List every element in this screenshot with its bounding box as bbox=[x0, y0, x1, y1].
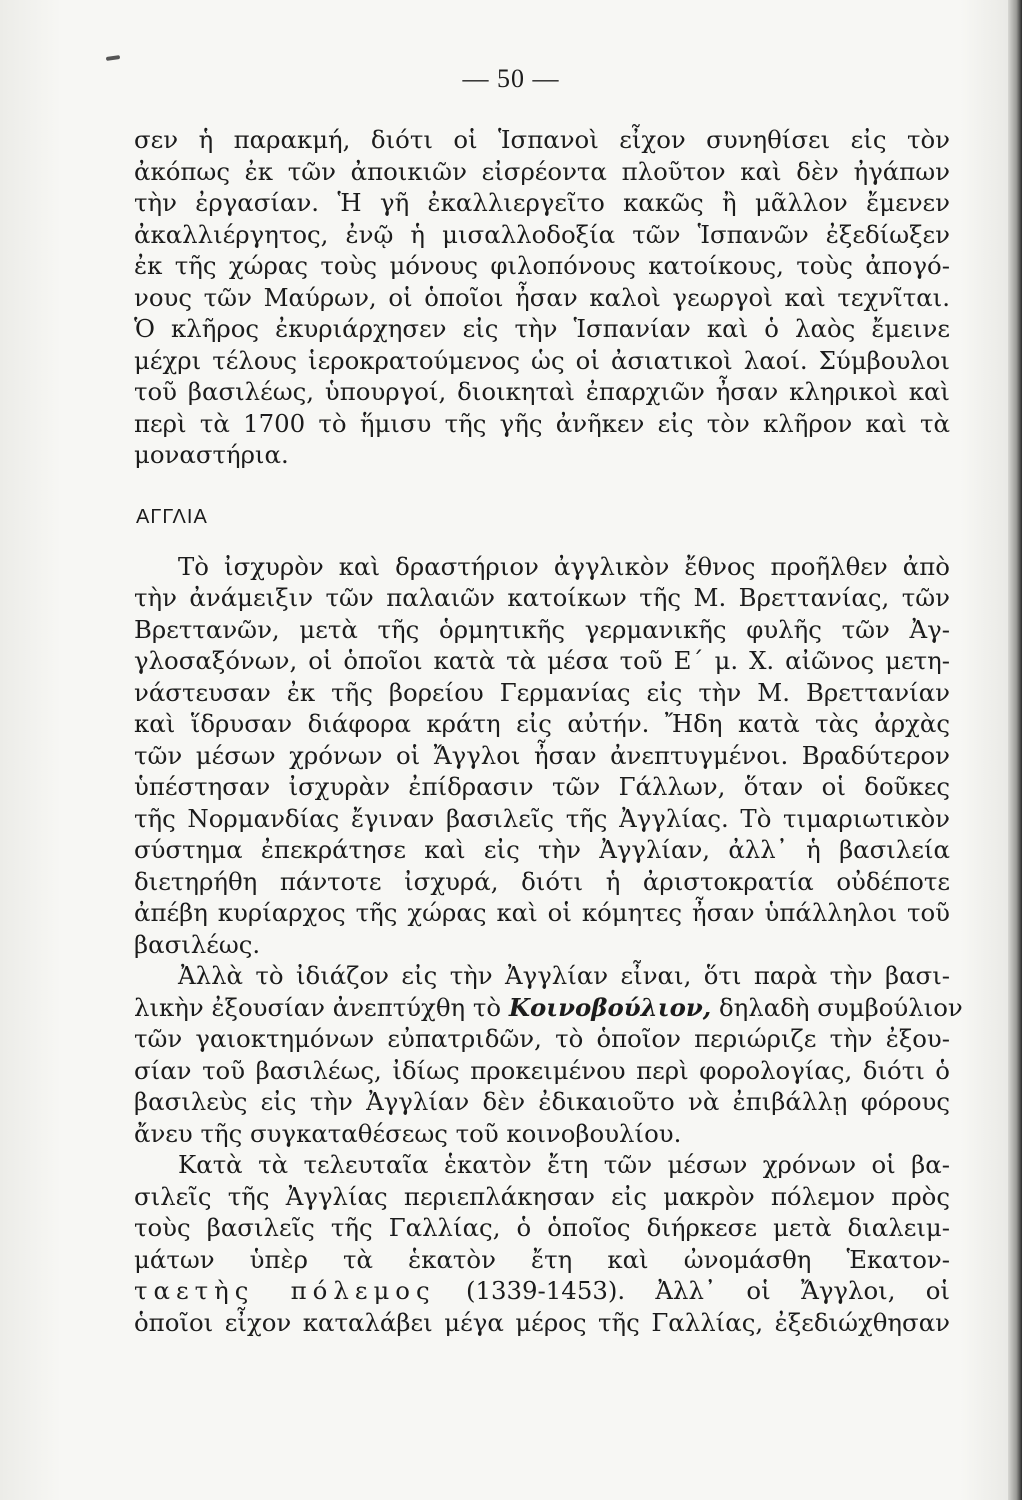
text-line: τοὺς βασιλεῖς τῆς Γαλλίας, ὁ ὁποῖος διήρκεσε μετὰ διαλειμ- bbox=[134, 1213, 950, 1242]
text-line: ἐκ τῆς χώρας τοὺς μόνους φιλοπόνους κατοίκους, τοὺς ἀπογό- bbox=[134, 251, 950, 280]
text-line: νους τῶν Μαύρων, οἱ ὁποῖοι ἦσαν καλοὶ γεωργοὶ καὶ τεχνῖται. bbox=[134, 282, 950, 312]
text-line: διετηρήθη πάντοτε ἰσχυρά, διότι ἡ ἀριστοκρατία οὐδέποτε bbox=[134, 866, 950, 896]
text-fragment: δηλαδὴ συμβούλιον bbox=[711, 992, 963, 1022]
text-fragment: λικὴν ἐξουσίαν ἀνεπτύχθη τὸ bbox=[134, 992, 509, 1022]
scan-speck bbox=[106, 55, 120, 61]
page-number: — 50 — bbox=[462, 64, 560, 93]
text-line: τὴν ἐργασίαν. Ἡ γῆ ἐκαλλιεργεῖτο κακῶς ἢ μᾶλλον ἔμενεν bbox=[134, 188, 950, 217]
text-line: ὁποῖοι εἶχον καταλάβει μέγα μέρος τῆς Γαλλίας, ἐξεδιώχθησαν bbox=[134, 1307, 950, 1337]
text-line: βασιλέως. bbox=[134, 929, 261, 959]
body-text bbox=[134, 124, 963, 1338]
text-line: γλοσαξόνων, οἱ ὁποῖοι κατὰ τὰ μέσα τοῦ Ε΄ μ. Χ. αἰῶνος μετη- bbox=[134, 646, 950, 675]
section-heading-england: ΑΓΓΛΙΑ bbox=[136, 505, 208, 528]
text-line: Βρεττανῶν, μετὰ τῆς ὁρμητικῆς γερμανικῆς φυλῆς τῶν Ἀγ- bbox=[134, 614, 950, 644]
text-line: τοῦ βασιλέως, ὑπουργοί, διοικηταὶ ἐπαρχιῶν ἦσαν κληρικοὶ καὶ bbox=[134, 377, 950, 406]
text-line: καὶ ἵδρυσαν διάφορα κράτη εἰς αὐτήν. Ἤδη κατὰ τὰς ἀρχὰς bbox=[134, 709, 950, 738]
text-line: τῶν γαιοκτημόνων εὐπατριδῶν, τὸ ὁποῖον περιώριζε τὴν ἐξου- bbox=[134, 1024, 950, 1053]
text-line: Ὁ κλῆρος ἐκυριάρχησεν εἰς τὴν Ἱσπανίαν καὶ ὁ λαὸς ἔμεινε bbox=[134, 314, 950, 343]
paragraph-war-lines bbox=[134, 1149, 950, 1275]
text-line: νάστευσαν ἐκ τῆς βορείου Γερμανίας εἰς τὴν Μ. Βρεττανίαν bbox=[134, 677, 950, 707]
text-line: σεν ἡ παρακμή, διότι οἱ Ἱσπανοὶ εἶχον συνηθίσει εἰς τὸν bbox=[134, 125, 950, 154]
text-line: ἀκαλλιέργητος, ἐνῷ ἡ μισαλλοδοξία τῶν Ἱσπανῶν ἐξεδίωξεν bbox=[134, 219, 950, 249]
text-line: ἄνευ τῆς συγκαταθέσεως τοῦ κοινοβουλίου. bbox=[134, 1118, 682, 1148]
text-line: μέχρι τέλους ἱεροκρατούμενος ὡς οἱ ἀσιατικοὶ λαοί. Σύμβουλοι bbox=[134, 345, 950, 375]
text-line: σίαν τοῦ βασιλέως, ἰδίως προκειμένου περὶ φορολογίας, διότι ὁ bbox=[134, 1055, 950, 1085]
text-line: βασιλεὺς εἰς τὴν Ἀγγλίαν δὲν ἐδικαιοῦτο νὰ ἐπιβάλλῃ φόρους bbox=[134, 1087, 950, 1116]
page-edge-shadow bbox=[1008, 0, 1022, 1500]
text-line: περὶ τὰ 1700 τὸ ἥμισυ τῆς γῆς ἀνῆκεν εἰς τὸν κλῆρον καὶ τὰ bbox=[134, 408, 950, 438]
text-line: Ἀλλὰ τὸ ἰδιάζον εἰς τὴν Ἀγγλίαν εἶναι, ὅτι παρὰ τὴν βασι- bbox=[178, 961, 950, 990]
text-fragment: (1339-1453). Ἀλλ᾽ οἱ Ἄγγλοι, οἱ bbox=[435, 1276, 950, 1305]
text-line: Τὸ ἰσχυρὸν καὶ δραστήριον ἀγγλικὸν ἔθνος προῆλθεν ἀπὸ bbox=[178, 551, 950, 581]
text-line: τῶν μέσων χρόνων οἱ Ἄγγλοι ἦσαν ἀνεπτυγμένοι. Βραδύτερον bbox=[134, 740, 950, 770]
paragraph-england-origins bbox=[134, 551, 950, 961]
text-line: σιλεῖς τῆς Ἀγγλίας περιεπλάκησαν εἰς μακρὸν πόλεμον πρὸς bbox=[134, 1181, 950, 1211]
paragraph-parliament-rest bbox=[134, 1023, 950, 1149]
text-line: ἀπέβη κυρίαρχος τῆς χώρας καὶ οἱ κόμητες ἦσαν ὑπάλληλοι τοῦ bbox=[134, 898, 950, 927]
paragraph-hundred-years-war bbox=[134, 1149, 950, 1338]
text-line bbox=[134, 1275, 950, 1307]
text-line: ἀκόπως ἐκ τῶν ἀποικιῶν εἰσρέοντα πλοῦτον καὶ δὲν ἠγάπων bbox=[134, 156, 950, 186]
text-line: Κατὰ τὰ τελευταῖα ἑκατὸν ἔτη τῶν μέσων χρόνων οἱ βα- bbox=[178, 1150, 950, 1179]
text-line: σύστημα ἐπεκράτησε καὶ εἰς τὴν Ἀγγλίαν, ἀλλ᾽ ἡ βασιλεία bbox=[134, 835, 950, 864]
text-line: ὑπέστησαν ἰσχυρὰν ἐπίδρασιν τῶν Γάλλων, ὅταν οἱ δοῦκες bbox=[134, 772, 950, 801]
emphasis-hundred-years-war: ταετὴς πόλεμος bbox=[134, 1276, 436, 1305]
emphasis-parliament: Κοινοβούλιον, bbox=[508, 992, 712, 1022]
text-line bbox=[134, 992, 963, 1024]
paragraph-parliament bbox=[134, 960, 963, 1149]
text-line: μάτων ὑπὲρ τὰ ἑκατὸν ἔτη καὶ ὠνομάσθη Ἑκατον- bbox=[134, 1244, 950, 1274]
text-line: μοναστήρια. bbox=[134, 440, 289, 469]
text-line: τῆς Νορμανδίας ἔγιναν βασιλεῖς τῆς Ἀγγλίας. Τὸ τιμαριωτικὸν bbox=[134, 803, 950, 833]
text-line: τὴν ἀνάμειξιν τῶν παλαιῶν κατοίκων τῆς Μ. Βρεττανίας, τῶν bbox=[134, 583, 950, 612]
paragraph-spain-decline bbox=[134, 124, 950, 471]
